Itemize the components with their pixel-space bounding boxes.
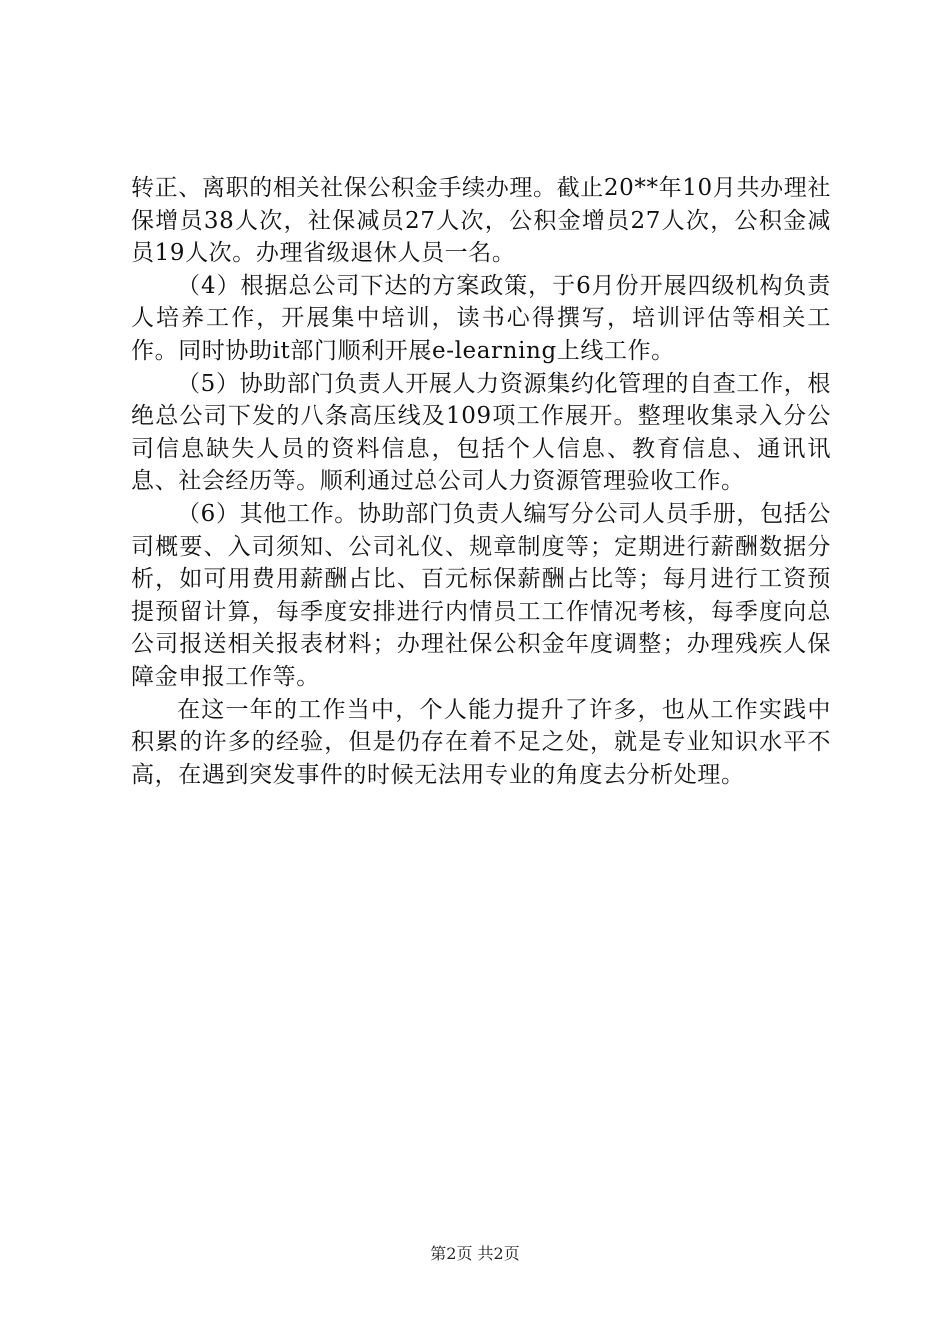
paragraph-3: （5）协助部门负责人开展人力资源集约化管理的自查工作，根绝总公司下发的八条高压线及109项工作展开。整理收集录入分公司信息缺失人员的资料信息，包括个人信息、教育信息、通讯讯息、社会经历等。顺利通过总公司人力资源管理验收工作。 [131, 370, 831, 495]
page-number-footer: 第2页 共2页 [430, 1244, 520, 1263]
paragraph-1: 转正、离职的相关社保公积金手续办理。截止20**年10月共办理社保增员38人次，社保减员27人次，公积金增员27人次，公积金减员19人次。办理省级退休人员一名。 [131, 175, 831, 267]
paragraph-2: （4）根据总公司下达的方案政策，于6月份开展四级机构负责人培养工作，开展集中培训，读书心得撰写，培训评估等相关工作。同时协助it部门顺利开展e-learning上线工作。 [131, 272, 831, 364]
paragraph-4: （6）其他工作。协助部门负责人编写分公司人员手册，包括公司概要、入司须知、公司礼仪、规章制度等；定期进行薪酬数据分析，如可用费用薪酬占比、百元标保薪酬占比等；每月进行工资预提预留计算，每季度安排进行内情员工工作情况考核，每季度向总公司报送相关报表材料；办理社保公积金年度调整；办理残疾人保障金申报工作等。 [131, 500, 831, 690]
paragraph-5: 在这一年的工作当中，个人能力提升了许多，也从工作实践中积累的许多的经验，但是仍存在着不足之处，就是专业知识水平不高，在遇到突发事件的时候无法用专业的角度去分析处理。 [131, 696, 831, 788]
document-body [131, 172, 831, 791]
